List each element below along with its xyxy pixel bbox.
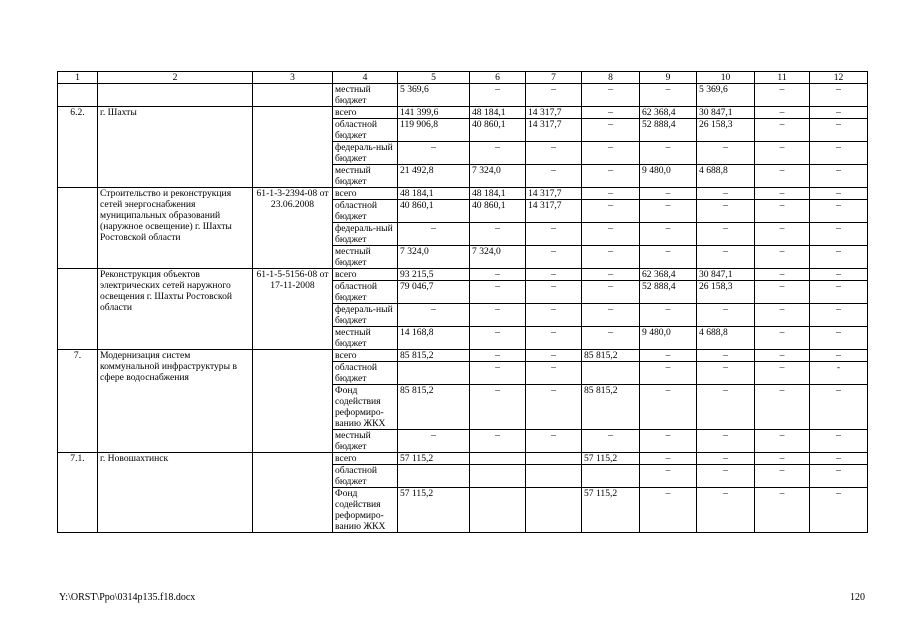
value-cell bbox=[398, 465, 470, 488]
column-header: 2 bbox=[98, 72, 253, 84]
column-header: 4 bbox=[333, 72, 398, 84]
item-name: г. Шахты bbox=[98, 107, 253, 188]
value-cell: – bbox=[640, 488, 697, 533]
value-cell: – bbox=[697, 246, 755, 269]
item-number bbox=[58, 269, 98, 350]
value-cell: 62 368,4 bbox=[640, 107, 697, 119]
value-cell: – bbox=[640, 142, 697, 165]
table-row bbox=[58, 269, 868, 281]
value-cell: – bbox=[697, 142, 755, 165]
value-cell bbox=[582, 465, 640, 488]
value-cell: – bbox=[526, 430, 582, 453]
table-row bbox=[58, 350, 868, 362]
value-cell: – bbox=[755, 304, 810, 327]
funding-source: всего bbox=[333, 107, 398, 119]
value-cell: – bbox=[810, 385, 868, 430]
value-cell: – bbox=[755, 465, 810, 488]
value-cell: 40 860,1 bbox=[398, 200, 470, 223]
value-cell: – bbox=[470, 281, 526, 304]
value-cell: 26 158,3 bbox=[697, 281, 755, 304]
value-cell: – bbox=[755, 107, 810, 119]
value-cell: 4 688,8 bbox=[697, 165, 755, 188]
value-cell: - bbox=[810, 362, 868, 385]
value-cell: – bbox=[398, 430, 470, 453]
value-cell: – bbox=[582, 327, 640, 350]
value-cell: 141 399,6 bbox=[398, 107, 470, 119]
item-number bbox=[58, 188, 98, 269]
item-number bbox=[58, 84, 98, 107]
value-cell: – bbox=[526, 165, 582, 188]
value-cell: – bbox=[810, 465, 868, 488]
header-row bbox=[58, 72, 868, 84]
footer-file-path: Y:\ORST\Ppo\0314p135.f18.docx bbox=[59, 592, 196, 603]
document-ref bbox=[253, 107, 333, 188]
document-ref: 61-1-3-2394-08 от 23.06.2008 bbox=[253, 188, 333, 269]
value-cell bbox=[526, 453, 582, 465]
value-cell: – bbox=[755, 165, 810, 188]
value-cell bbox=[470, 488, 526, 533]
value-cell: – bbox=[810, 107, 868, 119]
value-cell: – bbox=[755, 385, 810, 430]
value-cell: – bbox=[755, 269, 810, 281]
value-cell: – bbox=[810, 142, 868, 165]
value-cell: – bbox=[755, 200, 810, 223]
funding-source: местный бюджет bbox=[333, 327, 398, 350]
value-cell: 9 480,0 bbox=[640, 327, 697, 350]
value-cell: – bbox=[640, 350, 697, 362]
value-cell: 85 815,2 bbox=[398, 350, 470, 362]
value-cell: – bbox=[470, 430, 526, 453]
value-cell: 52 888,4 bbox=[640, 281, 697, 304]
value-cell: – bbox=[810, 327, 868, 350]
value-cell bbox=[526, 488, 582, 533]
value-cell: – bbox=[470, 362, 526, 385]
value-cell: 57 115,2 bbox=[582, 488, 640, 533]
value-cell: – bbox=[582, 246, 640, 269]
value-cell: – bbox=[640, 246, 697, 269]
value-cell: – bbox=[470, 269, 526, 281]
value-cell: 40 860,1 bbox=[470, 119, 526, 142]
value-cell: – bbox=[810, 269, 868, 281]
funding-source: всего bbox=[333, 453, 398, 465]
funding-source: областной бюджет bbox=[333, 465, 398, 488]
column-header: 3 bbox=[253, 72, 333, 84]
value-cell: 62 368,4 bbox=[640, 269, 697, 281]
value-cell: – bbox=[810, 200, 868, 223]
value-cell: – bbox=[640, 465, 697, 488]
value-cell: – bbox=[640, 430, 697, 453]
value-cell: – bbox=[640, 84, 697, 107]
value-cell: – bbox=[470, 385, 526, 430]
value-cell: – bbox=[582, 304, 640, 327]
value-cell: 48 184,1 bbox=[470, 188, 526, 200]
column-header: 12 bbox=[810, 72, 868, 84]
value-cell bbox=[470, 453, 526, 465]
value-cell: 14 317,7 bbox=[526, 119, 582, 142]
value-cell: – bbox=[582, 142, 640, 165]
funding-source: областной бюджет bbox=[333, 200, 398, 223]
value-cell bbox=[582, 362, 640, 385]
value-cell: – bbox=[470, 223, 526, 246]
value-cell: – bbox=[582, 430, 640, 453]
value-cell: – bbox=[582, 84, 640, 107]
value-cell: – bbox=[755, 84, 810, 107]
table-row bbox=[58, 188, 868, 200]
value-cell: – bbox=[640, 453, 697, 465]
value-cell: – bbox=[582, 165, 640, 188]
funding-source: Фонд содействия реформиро-ванию ЖКХ bbox=[333, 385, 398, 430]
value-cell: – bbox=[640, 223, 697, 246]
budget-table bbox=[57, 71, 868, 533]
value-cell: 30 847,1 bbox=[697, 107, 755, 119]
funding-source: всего bbox=[333, 350, 398, 362]
column-header: 5 bbox=[398, 72, 470, 84]
value-cell: – bbox=[526, 281, 582, 304]
value-cell: – bbox=[810, 246, 868, 269]
value-cell: – bbox=[697, 385, 755, 430]
value-cell: – bbox=[755, 142, 810, 165]
value-cell: 21 492,8 bbox=[398, 165, 470, 188]
value-cell: 14 317,7 bbox=[526, 188, 582, 200]
funding-source: федераль-ный бюджет bbox=[333, 223, 398, 246]
value-cell: – bbox=[640, 362, 697, 385]
value-cell: – bbox=[640, 304, 697, 327]
value-cell: – bbox=[470, 304, 526, 327]
value-cell: – bbox=[810, 84, 868, 107]
value-cell: – bbox=[697, 465, 755, 488]
value-cell bbox=[398, 362, 470, 385]
document-ref: 61-1-5-5156-08 от 17-11-2008 bbox=[253, 269, 333, 350]
value-cell: 85 815,2 bbox=[582, 385, 640, 430]
value-cell: – bbox=[526, 142, 582, 165]
value-cell: – bbox=[526, 327, 582, 350]
value-cell: – bbox=[398, 223, 470, 246]
value-cell: – bbox=[640, 200, 697, 223]
funding-source: областной бюджет bbox=[333, 119, 398, 142]
value-cell: – bbox=[810, 350, 868, 362]
column-header: 9 bbox=[640, 72, 697, 84]
value-cell: – bbox=[526, 223, 582, 246]
funding-source: федераль-ный бюджет bbox=[333, 142, 398, 165]
funding-source: областной бюджет bbox=[333, 362, 398, 385]
value-cell: – bbox=[755, 223, 810, 246]
item-name: г. Новошахтинск bbox=[98, 453, 253, 533]
value-cell: – bbox=[640, 385, 697, 430]
value-cell: 14 317,7 bbox=[526, 200, 582, 223]
item-number: 7. bbox=[58, 350, 98, 453]
value-cell: – bbox=[697, 304, 755, 327]
value-cell: 119 906,8 bbox=[398, 119, 470, 142]
value-cell: – bbox=[697, 488, 755, 533]
value-cell: – bbox=[755, 246, 810, 269]
funding-source: местный бюджет bbox=[333, 246, 398, 269]
value-cell: – bbox=[526, 304, 582, 327]
value-cell: – bbox=[582, 281, 640, 304]
item-name: Реконструкция объектов электрических сетей наружного освещения г. Шахты Ростовской области bbox=[98, 269, 253, 350]
column-header: 6 bbox=[470, 72, 526, 84]
item-number: 6.2. bbox=[58, 107, 98, 188]
value-cell: 85 815,2 bbox=[398, 385, 470, 430]
value-cell: – bbox=[810, 488, 868, 533]
value-cell: – bbox=[810, 281, 868, 304]
value-cell: 93 215,5 bbox=[398, 269, 470, 281]
value-cell: – bbox=[697, 188, 755, 200]
value-cell: 14 317,7 bbox=[526, 107, 582, 119]
funding-source: местный бюджет bbox=[333, 430, 398, 453]
value-cell: – bbox=[582, 119, 640, 142]
value-cell: 5 369,6 bbox=[697, 84, 755, 107]
value-cell: 30 847,1 bbox=[697, 269, 755, 281]
value-cell: – bbox=[697, 453, 755, 465]
value-cell: – bbox=[582, 107, 640, 119]
value-cell: – bbox=[398, 304, 470, 327]
value-cell: – bbox=[470, 350, 526, 362]
value-cell: – bbox=[526, 269, 582, 281]
value-cell: – bbox=[697, 350, 755, 362]
value-cell: – bbox=[640, 188, 697, 200]
table-row bbox=[58, 453, 868, 465]
value-cell: – bbox=[582, 188, 640, 200]
document-ref bbox=[253, 350, 333, 453]
value-cell: – bbox=[810, 119, 868, 142]
column-header: 11 bbox=[755, 72, 810, 84]
value-cell: – bbox=[470, 327, 526, 350]
table-row bbox=[58, 107, 868, 119]
value-cell: – bbox=[398, 142, 470, 165]
value-cell: – bbox=[810, 430, 868, 453]
value-cell: – bbox=[582, 269, 640, 281]
item-name: Строительство и реконструкция сетей энергоснабжения муниципальных образований (наружное освещение) г. Шахты Ростовской области bbox=[98, 188, 253, 269]
value-cell: – bbox=[810, 188, 868, 200]
value-cell: – bbox=[755, 362, 810, 385]
value-cell: 57 115,2 bbox=[398, 488, 470, 533]
funding-source: Фонд содействия реформиро-ванию ЖКХ bbox=[333, 488, 398, 533]
funding-source: областной бюджет bbox=[333, 281, 398, 304]
value-cell: 4 688,8 bbox=[697, 327, 755, 350]
value-cell: 7 324,0 bbox=[470, 165, 526, 188]
value-cell: – bbox=[470, 142, 526, 165]
value-cell: 14 168,8 bbox=[398, 327, 470, 350]
value-cell bbox=[526, 465, 582, 488]
value-cell: – bbox=[582, 223, 640, 246]
item-name: Модернизация систем коммунальной инфраструктуры в сфере водоснабжения bbox=[98, 350, 253, 453]
value-cell: 48 184,1 bbox=[470, 107, 526, 119]
value-cell: – bbox=[526, 362, 582, 385]
column-header: 8 bbox=[582, 72, 640, 84]
value-cell: – bbox=[697, 223, 755, 246]
value-cell: – bbox=[755, 350, 810, 362]
value-cell: – bbox=[755, 327, 810, 350]
item-name bbox=[98, 84, 253, 107]
value-cell: 52 888,4 bbox=[640, 119, 697, 142]
value-cell: – bbox=[526, 84, 582, 107]
funding-source: местный бюджет bbox=[333, 84, 398, 107]
funding-source: всего bbox=[333, 269, 398, 281]
value-cell: – bbox=[810, 165, 868, 188]
value-cell: – bbox=[755, 488, 810, 533]
value-cell: 5 369,6 bbox=[398, 84, 470, 107]
value-cell: – bbox=[810, 304, 868, 327]
value-cell: 7 324,0 bbox=[398, 246, 470, 269]
value-cell: 40 860,1 bbox=[470, 200, 526, 223]
value-cell: – bbox=[755, 430, 810, 453]
value-cell: – bbox=[526, 246, 582, 269]
value-cell bbox=[470, 465, 526, 488]
column-header: 7 bbox=[526, 72, 582, 84]
value-cell: 57 115,2 bbox=[398, 453, 470, 465]
value-cell: 85 815,2 bbox=[582, 350, 640, 362]
column-header: 10 bbox=[697, 72, 755, 84]
document-ref bbox=[253, 84, 333, 107]
value-cell: 9 480,0 bbox=[640, 165, 697, 188]
value-cell: – bbox=[582, 200, 640, 223]
table-row bbox=[58, 84, 868, 107]
value-cell: – bbox=[810, 453, 868, 465]
value-cell: – bbox=[470, 84, 526, 107]
value-cell: 57 115,2 bbox=[582, 453, 640, 465]
funding-source: федераль-ный бюджет bbox=[333, 304, 398, 327]
value-cell: – bbox=[755, 119, 810, 142]
footer-page-number: 120 bbox=[850, 592, 865, 603]
value-cell: – bbox=[526, 350, 582, 362]
value-cell: – bbox=[697, 362, 755, 385]
value-cell: – bbox=[697, 200, 755, 223]
value-cell: 48 184,1 bbox=[398, 188, 470, 200]
funding-source: местный бюджет bbox=[333, 165, 398, 188]
funding-source: всего bbox=[333, 188, 398, 200]
value-cell: – bbox=[697, 430, 755, 453]
value-cell: – bbox=[755, 453, 810, 465]
item-number: 7.1. bbox=[58, 453, 98, 533]
value-cell: – bbox=[755, 188, 810, 200]
column-header: 1 bbox=[58, 72, 98, 84]
value-cell: 26 158,3 bbox=[697, 119, 755, 142]
document-ref bbox=[253, 453, 333, 533]
value-cell: – bbox=[810, 223, 868, 246]
value-cell: – bbox=[526, 385, 582, 430]
value-cell: 79 046,7 bbox=[398, 281, 470, 304]
value-cell: 7 324,0 bbox=[470, 246, 526, 269]
value-cell: – bbox=[755, 281, 810, 304]
